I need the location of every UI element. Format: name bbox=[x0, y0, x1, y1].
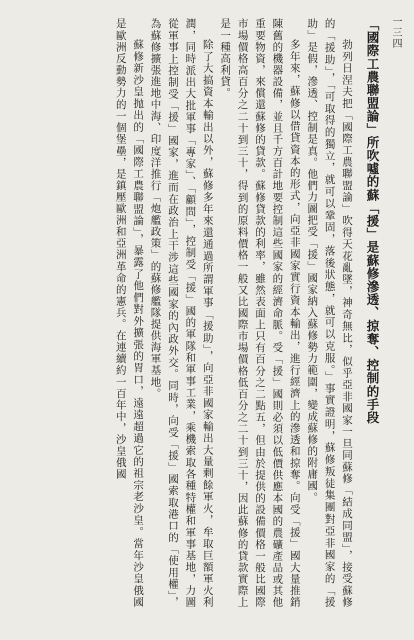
paragraph: 多年來，蘇修以借貸資本的形式，向亞非國家實行資本輸出，進行經濟上的滲透和掠奪。向受「援」國大量推銷陳舊的機器設備，並且千方百計地要控制這些國家的經濟命脈。受「援」國則必須以低價供應本國的農礦產品或其他重要物資，來償還蘇修的貸款。蘇修貸款的利率，雖然表面上只有百分之二點五，但由於提供的設備價格一般比國際市場價格高百分之二十到三十，得到的原料價格一般又比國際市場價格低百分之二十到三十，因此蘇修的貸款實際上是一種高利貸。 bbox=[219, 18, 301, 608]
section-heading: 「國際工農聯盟論」所吹噓的蘇「援」是蘇修滲透、掠奪、控制的手段 bbox=[365, 18, 380, 425]
paragraph: 除了大搞資本輸出以外，蘇修多年來還通過所謂軍事「援助」，向亞非國家輸出大量剩餘軍火，牟取巨額軍火利潤，同時派出大批軍事「專家」、「顧問」，控制受「援」國的軍隊和軍事工業，乘機索取各種特權和軍事基地，力圖從軍事上控制受「援」國家，進而在政治上干涉這些國家的內政外交。同時，向受「援」國索取港口的「使用權」，為蘇修擴張進地中海、印度洋推行「炮艦政策」的蘇修艦隊提供海軍基地。 bbox=[149, 18, 214, 608]
paragraph: 勃列日涅夫把「國際工農聯盟論」吹得天花亂墜，神奇無比，似乎亞非國家一旦同蘇修「結成同盟」，接受蘇修的「援助」，「可取得的獨立，就可以鞏固，落後狀態，就可以克服。」事實證明，蘇修叛徒集團對亞非國家的「援助」是假，滲透、控制是真。他們力圖把受「援」國家納入蘇修勢力範圍，變成蘇修的附庸國。 bbox=[306, 18, 353, 608]
paragraph: 蘇修新沙皇抛出的「國際工農聯盟論」，暴露了他們對外擴張的胃口，遠遠超過它的祖宗老沙皇。當年沙皇俄國是歐洲反動勢力的一個堡壘，是鎮壓歐洲和亞洲革命的憲兵。在連續約一百年中，沙皇俄國 bbox=[114, 18, 145, 608]
page-number: 一三四 bbox=[390, 16, 401, 49]
body-text bbox=[24, 18, 384, 608]
